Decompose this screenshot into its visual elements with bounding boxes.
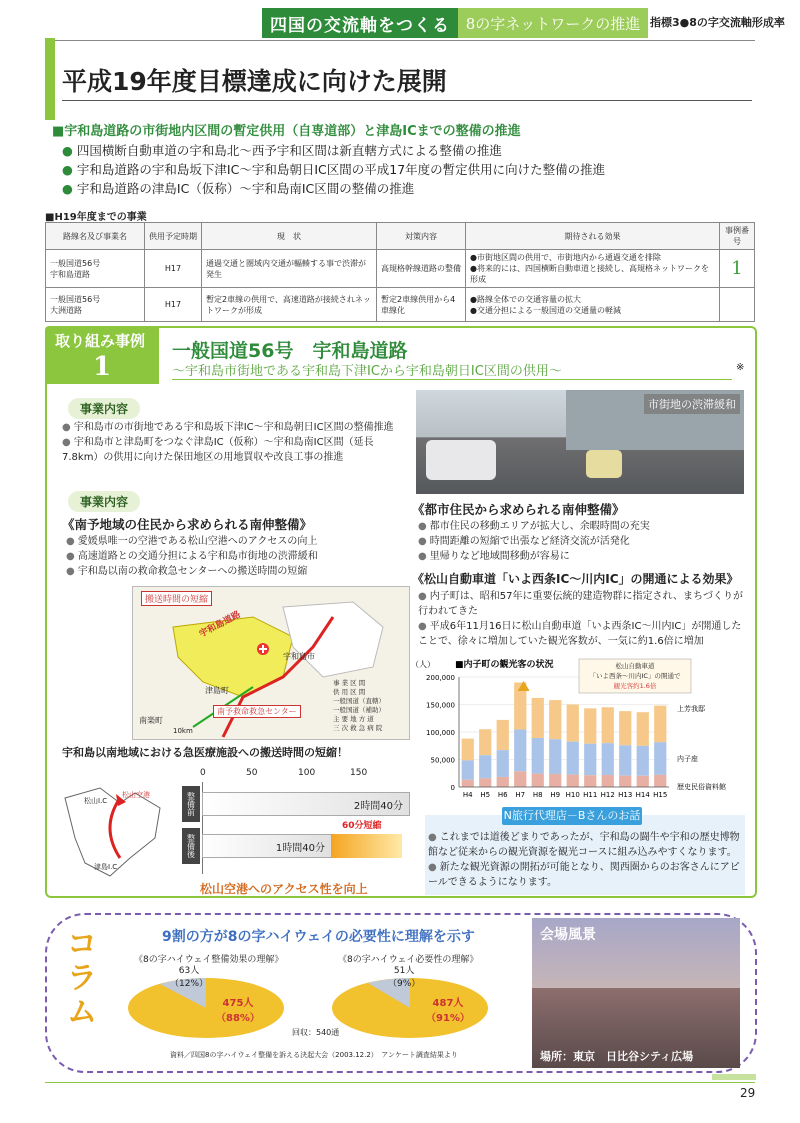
transport-time-chart: [130, 762, 403, 882]
before-bar: [202, 792, 410, 816]
cell-route: 一般国道56号 大洲道路: [46, 288, 145, 322]
map-center-label: 南予救命救急センター: [213, 705, 301, 718]
pie1-small: 63人 （12%）: [170, 966, 209, 989]
col-measure: 対策内容: [377, 223, 466, 250]
after-label: 整備後: [182, 828, 200, 864]
chart-bar-mid: [514, 730, 526, 772]
column-title: 9割の方が8の字ハイウェイの必要性に理解を示す: [162, 929, 475, 945]
tick-50: 50: [246, 768, 258, 778]
chart-xtick: H8: [532, 791, 543, 799]
chart-xtick: H10: [565, 791, 580, 799]
cell-measure: 暫定2車線供用から4車線化: [377, 288, 466, 322]
chart-xtick: H15: [653, 791, 668, 799]
footer-rule: [45, 1082, 755, 1083]
matsuyama-item: ● 平成6年11月16日に松山自動車道「いよ西条IC～川内IC」が開通したことで、徐々に増加していた観光客数が、一気に約1.6倍に増加: [418, 619, 750, 649]
south-heading: 《南予地域の住民から求められる南伸整備》: [62, 517, 313, 532]
header-rule: [45, 40, 755, 41]
footer-accent: [712, 1074, 756, 1080]
legend-item: 一般国道（補助）: [333, 706, 385, 714]
column-source: 資料／四国8の字ハイウェイ整備を訴える決起大会（2003.12.2） アンケート調査結果より: [170, 1051, 458, 1059]
chart-xtick: H14: [635, 791, 650, 799]
map-town-label: 津島町: [205, 686, 229, 695]
matsuyama-item: ● 内子町は、昭和57年に重要伝統的建造物群に指定され、まちづくりが行われてきた: [418, 589, 750, 619]
matsuyama-ic-label: 松山I.C: [84, 797, 108, 805]
tick-100: 100: [298, 768, 316, 778]
chart-bar-mid: [619, 745, 631, 775]
cell-number: [720, 288, 755, 322]
case-subtitle: ～宇和島市街地である宇和島下津ICから宇和島朝日IC区間の供用～: [172, 364, 562, 379]
cell-status: 通過交通と圏域内交通が輻輳する事で渋滞が発生: [202, 250, 377, 288]
business-label: 事業内容: [68, 398, 140, 419]
before-value: 2時間40分: [353, 800, 403, 812]
legend-item: 一般国道（直轄）: [333, 697, 385, 705]
agent-item: ● これまでは道後どまりであったが、宇和島の闘牛や宇和の歴史博物館など従来からの観光資源を観光コースに組み込みやすくなります。: [428, 830, 746, 860]
title-accent-bar: [45, 38, 55, 120]
section-bullets: [62, 141, 605, 198]
header-section: 8の字ネットワークの推進: [458, 8, 648, 38]
map-road-label: 宇和島道路: [197, 609, 243, 640]
chart-bar-bottom: [532, 774, 544, 787]
chart-bar-mid: [462, 760, 474, 779]
chart-xtick: H7: [515, 791, 526, 799]
pie2-small: 51人 （9%）: [388, 966, 421, 989]
tick-150: 150: [350, 768, 368, 778]
table-caption: ■H19年度までの事業: [45, 212, 147, 223]
chart-ytick: 200,000: [426, 674, 455, 682]
table-row: [46, 288, 755, 322]
chart-series-label: 歴史民俗資料館: [677, 783, 726, 791]
case-tab-label: 取り組み事例: [55, 332, 146, 350]
column-label: コラム: [67, 927, 97, 1030]
tourist-chart-svg: [411, 657, 751, 807]
table-row: [46, 250, 755, 288]
agent-title: N旅行代理店－Bさんのお話: [502, 807, 642, 825]
matsuyama-heading: 《松山自動車道「いよ西条IC～川内IC」の開通による効果》: [412, 572, 739, 586]
pie2-title: 《8の字ハイウェイ必要性の理解》: [338, 955, 479, 965]
chart-bar-bottom: [619, 776, 631, 787]
chart-bar-top: [567, 705, 579, 742]
chart-xtick: H6: [497, 791, 508, 799]
tsushima-ic-label: 津島I.C: [94, 863, 118, 871]
title-rule: [62, 100, 752, 101]
chart-xtick: H5: [480, 791, 491, 799]
south-item: ● 高速道路との交通分担による宇和島市街地の渋滞緩和: [66, 549, 402, 564]
bullet-item: ● 宇和島道路の宇和島坂下津IC～宇和島朝日IC区間の平成17年度の暫定供用に向けた整備の推進: [62, 160, 605, 179]
chart-bar-mid: [602, 743, 614, 775]
chart-bar-bottom: [462, 780, 474, 787]
cell-status: 暫定2車線の供用で、高速道路が接続されネットワークが形成: [202, 288, 377, 322]
col-number: 事例番号: [720, 223, 755, 250]
chart-bar-top: [602, 707, 614, 743]
photo-car: [426, 440, 496, 480]
agent-items: [428, 830, 746, 890]
chart-bar-bottom: [602, 775, 614, 787]
chart-ytick: 0: [450, 784, 455, 792]
photo-car-2: [586, 450, 622, 478]
chart-xtick: H9: [550, 791, 561, 799]
map-scale: 10km: [173, 727, 193, 735]
chart-bar-top: [584, 708, 596, 743]
chart-annotation-line: 松山自動車道: [615, 662, 655, 670]
case-title: 一般国道56号 宇和島道路: [172, 340, 408, 362]
cell-measure: 高規格幹線道路の整備: [377, 250, 466, 288]
chart-bar-top: [549, 700, 561, 739]
header-chapter: 四国の交流軸をつくる: [262, 8, 458, 38]
chart-bar-top: [497, 720, 509, 750]
case-rule: [172, 379, 732, 380]
chart-bar-bottom: [497, 777, 509, 787]
chart-bar-top: [479, 729, 491, 755]
col-status: 現 状: [202, 223, 377, 250]
chart-ytick: 100,000: [426, 729, 455, 737]
chart-bar-top: [619, 711, 631, 745]
venue-photo: [532, 918, 740, 1068]
section-heading: ■宇和島道路の市街地内区間の暫定供用（自専道部）と津島ICまでの整備の推進: [52, 124, 521, 139]
after-bar: [202, 834, 332, 858]
map-city-label: 宇和島市: [283, 652, 315, 661]
col-route: 路線名及び事業名: [46, 223, 145, 250]
chart-bar-mid: [584, 744, 596, 775]
chart-xtick: H11: [583, 791, 598, 799]
city-heading: 《都市住民から求められる南伸整備》: [412, 502, 625, 517]
case-tab-number: 1: [93, 352, 112, 382]
response-count: 回収：540通: [292, 1028, 340, 1037]
case-note: ※: [736, 362, 745, 373]
agent-item: ● 新たな観光資源の開拓が可能となり、関西圏からのお客さんにアピールできるようになります。: [428, 860, 746, 890]
business-item: ● 宇和島市と津島町をつなぐ津島IC（仮称）～宇和島南IC区間（延長7.8km）の供用に向けた保田地区の用地買収や改良工事の推進: [62, 435, 396, 465]
venue-photo-caption: 場所：東京 日比谷シティ広場: [540, 1050, 694, 1063]
legend-item: 供 用 区 間: [333, 688, 366, 696]
route-map: [132, 586, 410, 740]
south-item: ● 宇和島以南の救命救急センターへの搬送時間の短縮: [66, 564, 402, 579]
legend-item: 三 次 救 急 病 院: [333, 724, 383, 732]
chart-annotation-line: 「いよ西条～川内IC」の開通で: [589, 672, 681, 680]
south-items: [66, 534, 402, 579]
access-caption: 松山空港へのアクセス性を向上: [200, 882, 368, 896]
chart-series-label: 内子座: [677, 755, 698, 763]
venue-photo-title: 会場風景: [540, 927, 596, 943]
chart-bar-bottom: [584, 775, 596, 787]
business-items: [62, 420, 396, 465]
photo-label: 市街地の渋滞緩和: [644, 394, 740, 414]
pie1-title: 《8の字ハイウェイ整備効果の理解》: [134, 955, 284, 965]
traffic-photo: [416, 390, 744, 494]
map-short-label: 搬送時間の短縮: [141, 591, 212, 606]
chart-xtick: H12: [600, 791, 615, 799]
cell-period: H17: [145, 250, 202, 288]
map-town2-label: 南楽町: [139, 716, 163, 725]
chart-xtick: H4: [462, 791, 473, 799]
chart-bar-bottom: [549, 774, 561, 787]
page-title: 平成19年度目標達成に向けた展開: [62, 67, 447, 96]
chart-annotation-line: 観光客約1.6倍: [613, 682, 657, 690]
cell-route: 一般国道56号 宇和島道路: [46, 250, 145, 288]
chart-bar-top: [462, 739, 474, 761]
chart-ytick: 50,000: [430, 756, 455, 765]
col-effect: 期待される効果: [466, 223, 720, 250]
reduction-arrow: [332, 834, 402, 858]
city-item: ● 都市住民の移動エリアが拡大し、余暇時間の充実: [418, 519, 748, 534]
map-legend: [333, 679, 385, 733]
chart-bar-bottom: [637, 776, 649, 787]
tick-0: 0: [200, 768, 206, 778]
tourist-chart: [411, 657, 751, 807]
city-item: ● 里帰りなど地域間移動が容易に: [418, 549, 748, 564]
chart-bar-bottom: [567, 775, 579, 787]
chart-unit: （人）: [411, 660, 435, 669]
chart-bar-mid: [654, 742, 666, 775]
matsuyama-items: [418, 589, 750, 649]
chart-bar-bottom: [479, 778, 491, 787]
business-label-2: 事業内容: [68, 491, 140, 512]
chart-bar-top: [654, 706, 666, 743]
chart-bar-top: [532, 698, 544, 738]
cell-period: H17: [145, 288, 202, 322]
pie2-big: 487人 （91%）: [426, 998, 470, 1024]
legend-item: 主 要 地 方 道: [333, 715, 374, 723]
before-label: 整備前: [182, 786, 200, 822]
airport-label: 松山空港: [122, 791, 150, 799]
cell-number: 1: [720, 250, 755, 288]
legend-item: 事 業 区 間: [333, 679, 366, 687]
chart-bar-mid: [549, 739, 561, 774]
transport-heading: 宇和島以南地域における急医療施設への搬送時間の短縮！: [62, 746, 348, 759]
chart-bar-mid: [637, 746, 649, 776]
chart-bar-mid: [532, 738, 544, 774]
south-item: ● 愛媛県唯一の空港である松山空港へのアクセスの向上: [66, 534, 402, 549]
chart-bar-mid: [567, 742, 579, 775]
table-header-row: [46, 223, 755, 250]
chart-ytick: 150,000: [426, 701, 455, 710]
after-value: 1時間40分: [275, 842, 325, 854]
reduction-label: 60分短縮: [342, 821, 382, 831]
page-number: 29: [740, 1086, 756, 1100]
chart-bar-top: [637, 712, 649, 746]
cell-effect: ●市街地区間の供用で、市街地内から通過交通を排除 ●将来的には、四国横断自動車道と接続し、高規格ネットワークを形成: [466, 250, 720, 288]
chart-xtick: H13: [618, 791, 633, 799]
bullet-item: ● 宇和島道路の津島IC（仮称）～宇和島南IC区間の整備の推進: [62, 179, 605, 198]
cell-effect: ●路線全体での交通容量の拡大 ●交通分担による一般国道の交通量の軽減: [466, 288, 720, 322]
bullet-item: ● 四国横断自動車道の宇和島北～西予宇和区間は新直轄方式による整備の推進: [62, 141, 605, 160]
chart-bar-mid: [479, 755, 491, 778]
chart-title: ■内子町の観光客の状況: [455, 660, 554, 670]
chart-bar-bottom: [654, 775, 666, 787]
projects-table: [45, 222, 755, 322]
pie1-big: 475人 （88%）: [216, 998, 260, 1024]
chart-series-label: 上芳我邸: [677, 705, 705, 713]
chart-bar-mid: [497, 750, 509, 777]
chart-bar-bottom: [514, 771, 526, 787]
city-item: ● 時間距離の短縮で出張など経済交流が活発化: [418, 534, 748, 549]
header-indicator: 指標3●8の字交流軸形成率: [650, 16, 785, 29]
city-items: [418, 519, 748, 564]
col-period: 供用予定時期: [145, 223, 202, 250]
case-study-tab: [45, 326, 159, 384]
business-item: ● 宇和島市の市街地である宇和島坂下津IC～宇和島朝日IC区間の整備推進: [62, 420, 396, 435]
